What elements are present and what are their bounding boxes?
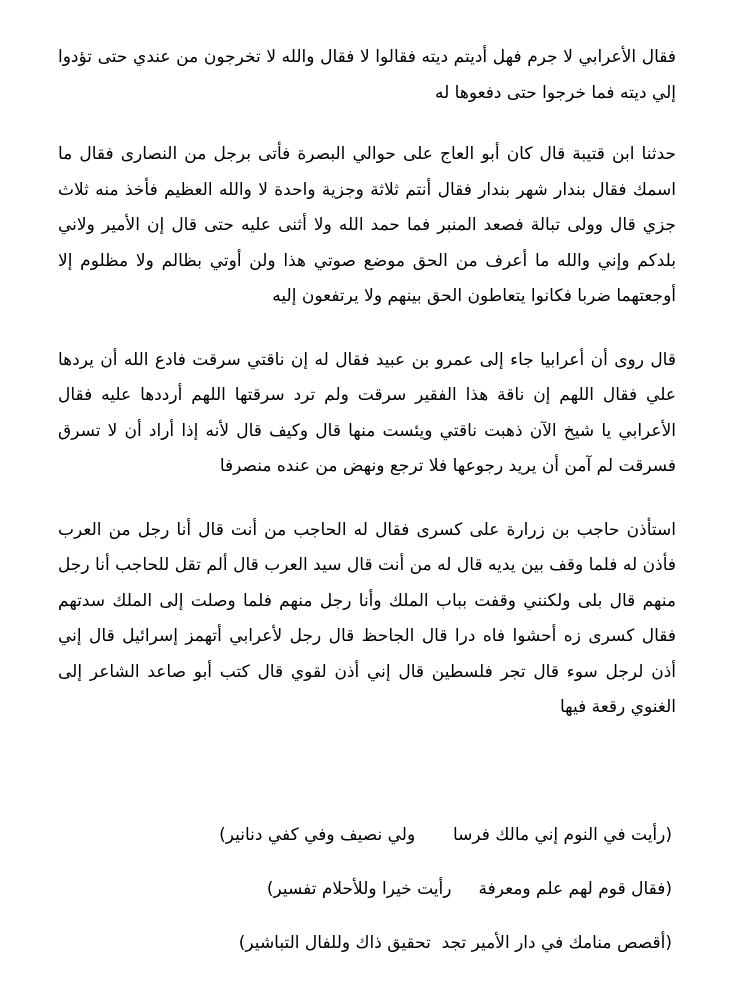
verse-line-1: (رأيت في النوم إني مالك فرسا ولي نصيف وفي كفي دنانير) <box>219 825 672 845</box>
verse-line-3: (أقصص منامك في دار الأمير تجد تحقيق ذاك وللفال التباشير) <box>238 933 672 953</box>
paragraph-4: استأذن حاجب بن زرارة على كسرى فقال له الحاجب من أنت قال أنا رجل من العرب فأذن له فلما وقف بين يديه قال له من أنت قال سيد العرب قال ألم تقل للحاجب أنا رجل منهم قال بلى ولكنني وقفت بباب الملك وأنا رجل منهم فلما وصلت إلى الملك سدتهم فقال كسرى زه أحشوا فاه درا قال الجاحظ قال رجل لأعرابي أتهمز إسرائيل قال إني أذن لرجل سوء قال تجر فلسطين قال إني أذن لقوي قال كتب أبو صاعد الشاعر إلى الغنوي رقعة فيها <box>58 519 676 717</box>
paragraph-3: قال روى أن أعرابيا جاء إلى عمرو بن عبيد فقال له إن ناقتي سرقت فادع الله أن يردها علي فقال اللهم إن ناقة هذا الفقير سرقت ولم ترد سرقتها اللهم أرددها عليه فقال الأعرابي يا شيخ الآن ذهبت ناقتي ويئست منها قال وكيف قال لأنه إذا أراد أن لا تسرق فسرقت لم آمن أن يريد رجوعها فلا ترجع ونهض من عنده منصرفا <box>58 349 676 476</box>
verse-line-2: (فقال قوم لهم علم ومعرفة رأيت خيرا وللأحلام تفسير) <box>266 879 672 899</box>
paragraph-2: حدثنا ابن قتيبة قال كان أبو العاج على حوالي البصرة فأتى برجل من النصارى فقال ما اسمك فقال بندار شهر بندار فقال أنتم ثلاثة وجزية واحدة لا والله العظيم فأخذ منه ثلاث جزي قال وولى تبالة فصعد المنبر فما حمد الله ولا أثنى عليه حتى قال إن الأمير ولاني بلدكم وإني والله ما أعرف من الحق موضع صوتي هذا ولن أوتي بظالم ولا مظلوم إلا أوجعتهما ضربا فكانوا يتعاطون الحق بينهم ولا يرتفعون إليه <box>58 144 676 306</box>
paragraph-1: فقال الأعرابي لا جرم فهل أديتم ديته فقالوا لا فقال والله لا تخرجون من عندي حتى تؤدوا إلي ديته فما خرجوا حتى دفعوها له <box>58 47 676 103</box>
poem-verses <box>52 822 672 984</box>
document-body <box>58 40 676 754</box>
